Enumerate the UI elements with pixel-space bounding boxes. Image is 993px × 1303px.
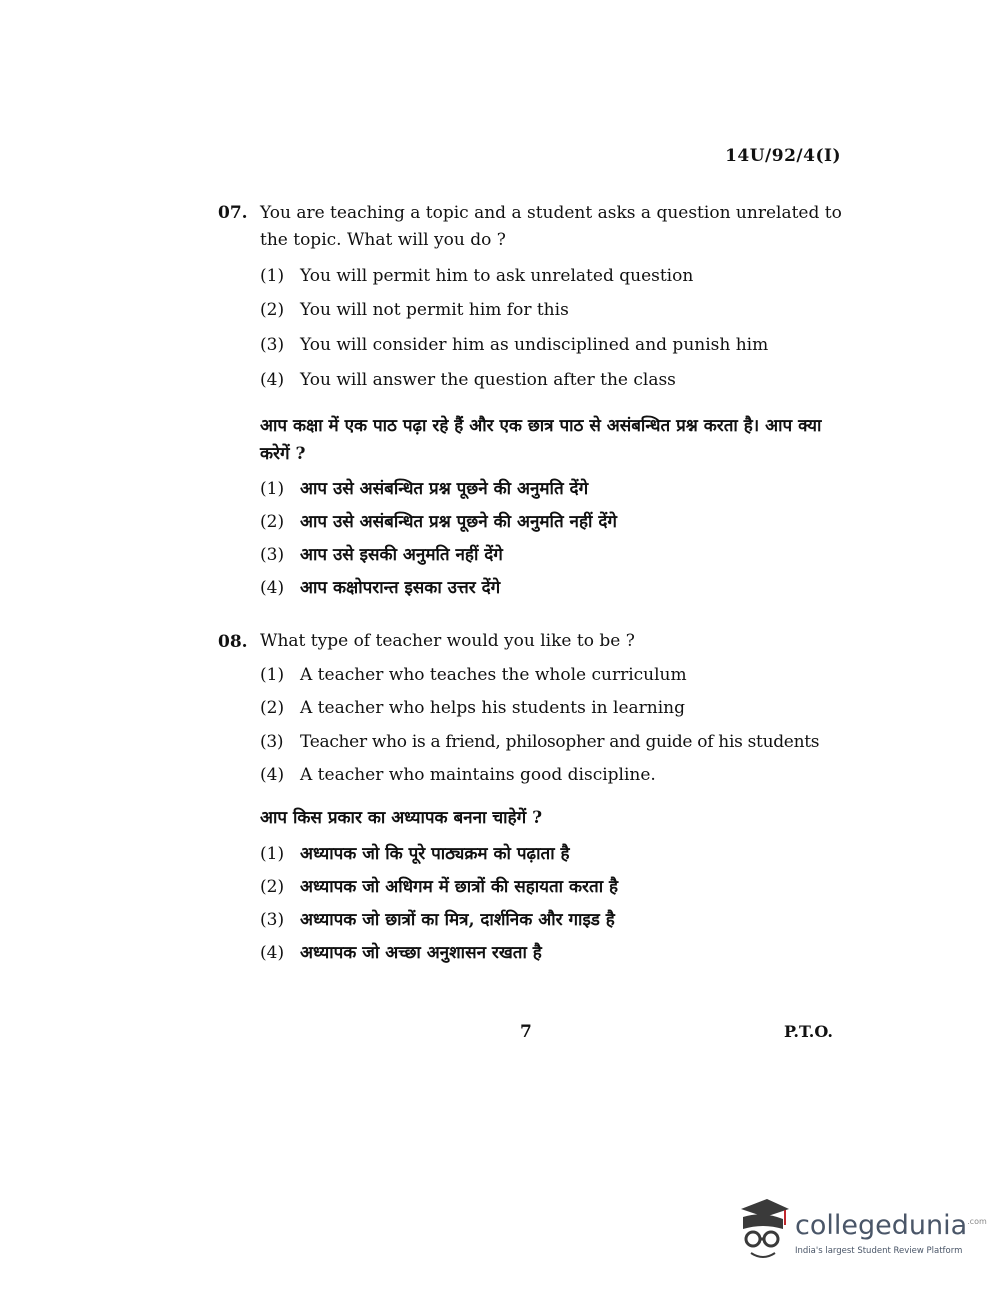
option-number: (1): [260, 665, 285, 685]
option-en: [260, 698, 685, 718]
option-en: [260, 665, 687, 685]
option-number: (3): [260, 335, 285, 355]
option-number: (3): [260, 910, 285, 930]
option-text: A teacher who teaches the whole curriculum: [300, 665, 687, 685]
option-hi: [260, 575, 500, 598]
option-text: A teacher who maintains good discipline.: [300, 765, 656, 785]
option-number: (2): [260, 698, 285, 718]
option-text: You will consider him as undisciplined and punish him: [300, 335, 769, 355]
question-text-en: What type of teacher would you like to be ?: [260, 631, 635, 651]
option-hi: [260, 476, 588, 499]
question-text-en: You are teaching a topic and a student asks a question unrelated to the topic. What will you do ?: [260, 203, 842, 250]
option-number: (3): [260, 732, 284, 752]
brand-tagline: India's largest Student Review Platform: [795, 1246, 963, 1256]
question-text-hi: आप कक्षा में एक पाठ पढ़ा रहे हैं और एक छात्र पाठ से असंबन्धित प्रश्न करता है। आप क्या करेगें ?: [260, 416, 822, 464]
paper-code: 14U/92/4(I): [725, 146, 841, 166]
option-text: आप कक्षोपरान्त इसका उत्तर देंगे: [300, 578, 501, 598]
option-text: You will permit him to ask unrelated question: [300, 266, 694, 286]
option-hi: [260, 874, 618, 897]
option-number: (2): [260, 300, 285, 320]
page-number: 7: [520, 1022, 532, 1042]
option-hi: [260, 940, 542, 963]
option-text: अध्यापक जो अधिगम में छात्रों की सहायता करता है: [300, 877, 619, 897]
option-text: आप उसे इसकी अनुमति नहीं देंगे: [300, 545, 503, 565]
brand-name: collegedunia$^{.com}$: [795, 1210, 987, 1241]
option-number: (1): [260, 844, 285, 864]
option-text: You will answer the question after the class: [300, 370, 676, 390]
option-number: (1): [260, 479, 285, 499]
option-text: Teacher who is a friend, philosopher and guide of his students: [300, 732, 820, 752]
option-en: [260, 765, 656, 785]
option-en: [260, 370, 676, 390]
option-text: अध्यापक जो अच्छा अनुशासन रखता है: [300, 943, 542, 963]
option-text: अध्यापक जो छात्रों का मित्र, दार्शनिक और गाइड है: [300, 910, 615, 930]
pto-label: P.T.O.: [784, 1022, 833, 1041]
option-text: अध्यापक जो कि पूरे पाठ्यक्रम को पढ़ाता है: [300, 844, 570, 864]
option-en: [260, 266, 693, 286]
option-text: आप उसे असंबन्धित प्रश्न पूछने की अनुमति देंगे: [300, 479, 589, 499]
option-number: (2): [260, 877, 285, 897]
option-hi: [260, 542, 503, 565]
option-number: (4): [260, 765, 285, 785]
option-hi: [260, 907, 615, 930]
question-number: 07.: [218, 203, 248, 223]
option-en: [260, 300, 569, 320]
question-text-hi: आप किस प्रकार का अध्यापक बनना चाहेगें ?: [260, 808, 543, 828]
option-en: [260, 335, 768, 355]
option-hi: [260, 509, 617, 532]
option-number: (4): [260, 370, 285, 390]
option-number: (1): [260, 266, 285, 286]
option-number: (4): [260, 578, 285, 598]
option-number: (4): [260, 943, 285, 963]
option-en: [260, 732, 819, 752]
option-text: आप उसे असंबन्धित प्रश्न पूछने की अनुमति नहीं देंगे: [300, 512, 617, 532]
question-number: 08.: [218, 632, 248, 652]
option-number: (3): [260, 545, 285, 565]
option-hi: [260, 841, 570, 864]
student-mascot-icon: [733, 1195, 793, 1265]
option-text: A teacher who helps his students in learning: [300, 698, 685, 718]
option-text: You will not permit him for this: [300, 300, 569, 320]
option-number: (2): [260, 512, 285, 532]
